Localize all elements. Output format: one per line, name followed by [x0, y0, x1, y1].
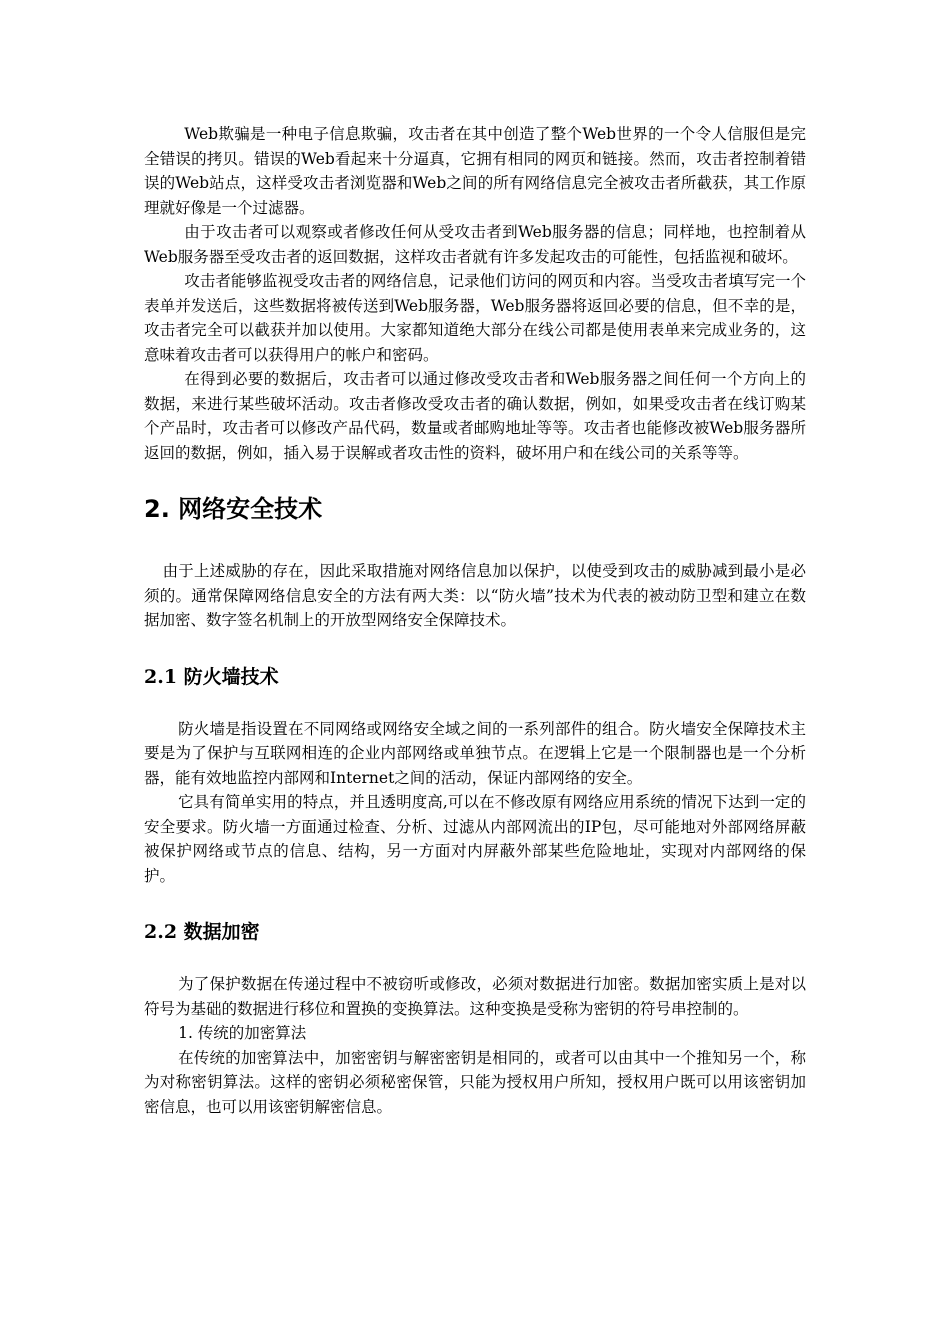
section-2-1-heading: 2.1 防火墙技术	[144, 665, 279, 688]
section-2-2-heading: 2.2 数据加密	[144, 921, 260, 943]
section-2-paragraph: 由于上述威胁的存在，因此采取措施对网络信息加以保护，以使受到攻击的威胁减到最小是必须的。通常保障网络信息安全的方法有两大类：以“防火墙”技术为代表的被动防卫型和建立在数据加密、数字签名机制上的开放型网络安全保障技术。	[144, 562, 806, 629]
encryption-list-item-1: 1. 传统的加密算法	[178, 1024, 307, 1042]
intro-paragraph-1: Web欺骗是一种电子信息欺骗，攻击者在其中创造了整个Web世界的一个令人信服但是完全错误的拷贝。错误的Web看起来十分逼真，它拥有相同的网页和链接。然而，攻击者控制着错误的Web站点，这样受攻击者浏览器和Web之间的所有网络信息完全被攻击者所截获，其工作原理就好像是一个过滤器。	[144, 125, 806, 217]
intro-paragraph-4: 在得到必要的数据后，攻击者可以通过修改受攻击者和Web服务器之间任何一个方向上的数据，来进行某些破坏活动。攻击者修改受攻击者的确认数据，例如，如果受攻击者在线订购某个产品时，攻击者可以修改产品代码，数量或者邮购地址等等。攻击者也能修改被Web服务器所返回的数据，例如，插入易于误解或者攻击性的资料，破坏用户和在线公司的关系等等。	[144, 370, 806, 462]
section-2-heading: 2. 网络安全技术	[144, 495, 323, 523]
firewall-paragraph-1: 防火墙是指设置在不同网络或网络安全域之间的一系列部件的组合。防火墙安全保障技术主要是为了保护与互联网相连的企业内部网络或单独节点。在逻辑上它是一个限制器也是一个分析器，能有效地监控内部网和Internet之间的活动，保证内部网络的安全。	[144, 719, 806, 787]
document-page	[144, 122, 806, 1119]
encryption-paragraph: 为了保护数据在传递过程中不被窃听或修改，必须对数据进行加密。数据加密实质上是对以符号为基础的数据进行移位和置换的变换算法。这种变换是受称为密钥的符号串控制的。	[144, 975, 806, 1018]
intro-paragraph-3: 攻击者能够监视受攻击者的网络信息，记录他们访问的网页和内容。当受攻击者填写完一个表单并发送后，这些数据将被传送到Web服务器，Web服务器将返回必要的信息，但不幸的是，攻击者完全可以截获并加以使用。大家都知道绝大部分在线公司都是使用表单来完成业务的，这意味着攻击者可以获得用户的帐户和密码。	[144, 272, 806, 364]
firewall-paragraph-2: 它具有简单实用的特点，并且透明度高,可以在不修改原有网络应用系统的情况下达到一定的安全要求。防火墙一方面通过检查、分析、过滤从内部网流出的IP包，尽可能地对外部网络屏蔽被保护网络或节点的信息、结构，另一方面对内屏蔽外部某些危险地址，实现对内部网络的保护。	[144, 793, 806, 885]
intro-paragraph-2: 由于攻击者可以观察或者修改任何从受攻击者到Web服务器的信息；同样地，也控制着从Web服务器至受攻击者的返回数据，这样攻击者就有许多发起攻击的可能性，包括监视和破坏。	[144, 223, 806, 266]
traditional-encryption-paragraph: 在传统的加密算法中，加密密钥与解密密钥是相同的，或者可以由其中一个推知另一个，称为对称密钥算法。这样的密钥必须秘密保管，只能为授权用户所知，授权用户既可以用该密钥加密信息，也可以用该密钥解密信息。	[144, 1048, 806, 1116]
